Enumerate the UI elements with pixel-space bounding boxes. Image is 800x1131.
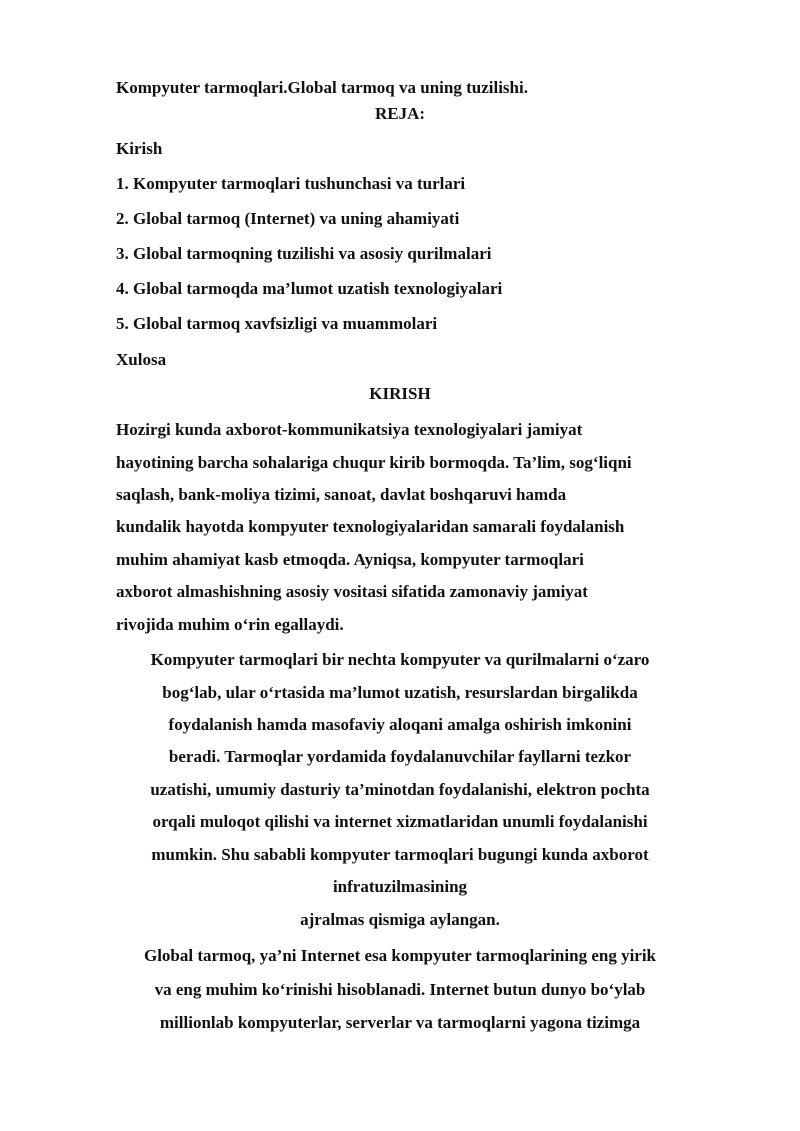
paragraph2-line: infratuzilmasining: [332, 877, 468, 896]
section-heading: KIRISH: [369, 384, 431, 403]
paragraph2-line: mumkin. Shu sababli kompyuter tarmoqlari bugungi kunda axborot: [151, 845, 649, 864]
paragraph1-line: hayotining barcha sohalariga chuqur kirib bormoqda. Ta’lim, sog‘liqni: [116, 453, 632, 472]
paragraph2-line: ajralmas qismiga aylangan.: [300, 910, 500, 929]
paragraph1-line: saqlash, bank-moliya tizimi, sanoat, davlat boshqaruvi hamda: [116, 485, 567, 504]
paragraph3-line: Global tarmoq, ya’ni Internet esa kompyuter tarmoqlarining eng yirik: [143, 946, 657, 965]
plan-heading: REJA:: [374, 104, 426, 123]
paragraph2-line: foydalanish hamda masofaviy aloqani amalga oshirish imkonini: [168, 715, 632, 734]
plan-item-3: 3. Global tarmoqning tuzilishi va asosiy qurilmalari: [116, 244, 492, 263]
paragraph1-line: axborot almashishning asosiy vositasi sifatida zamonaviy jamiyat: [116, 582, 588, 601]
plan-item-conclusion: Xulosa: [116, 350, 167, 369]
plan-item-1: 1. Kompyuter tarmoqlari tushunchasi va turlari: [116, 174, 466, 193]
plan-item-2: 2. Global tarmoq (Internet) va uning ahamiyati: [116, 209, 460, 228]
paragraph1-line: rivojida muhim o‘rin egallaydi.: [116, 615, 344, 634]
paragraph2-line: Kompyuter tarmoqlari bir nechta kompyuter va qurilmalarni o‘zaro: [150, 650, 650, 669]
plan-item-5: 5. Global tarmoq xavfsizligi va muammolari: [116, 314, 438, 333]
paragraph2-line: uzatishi, umumiy dasturiy ta’minotdan foydalanishi, elektron pochta: [150, 780, 650, 799]
paragraph3-line: va eng muhim ko‘rinishi hisoblanadi. Internet butun dunyo bo‘ylab: [154, 980, 646, 999]
paragraph1-line: muhim ahamiyat kasb etmoqda. Ayniqsa, kompyuter tarmoqlari: [116, 550, 584, 569]
paragraph2-line: beradi. Tarmoqlar yordamida foydalanuvchilar fayllarni tezkor: [168, 747, 632, 766]
paragraph1-line: Hozirgi kunda axborot-kommunikatsiya texnologiyalari jamiyat: [116, 420, 583, 439]
paragraph2-line: bog‘lab, ular o‘rtasida ma’lumot uzatish, resurslardan birgalikda: [162, 683, 638, 702]
paragraph1-line: kundalik hayotda kompyuter texnologiyalaridan samarali foydalanish: [116, 517, 625, 536]
document-title: Kompyuter tarmoqlari.Global tarmoq va uning tuzilishi.: [116, 78, 528, 97]
plan-item-intro: Kirish: [116, 139, 163, 158]
plan-item-4: 4. Global tarmoqda ma’lumot uzatish texnologiyalari: [116, 279, 503, 298]
paragraph2-line: orqali muloqot qilishi va internet xizmatlaridan unumli foydalanishi: [152, 812, 648, 831]
paragraph3-line: millionlab kompyuterlar, serverlar va tarmoqlarni yagona tizimga: [159, 1013, 641, 1032]
